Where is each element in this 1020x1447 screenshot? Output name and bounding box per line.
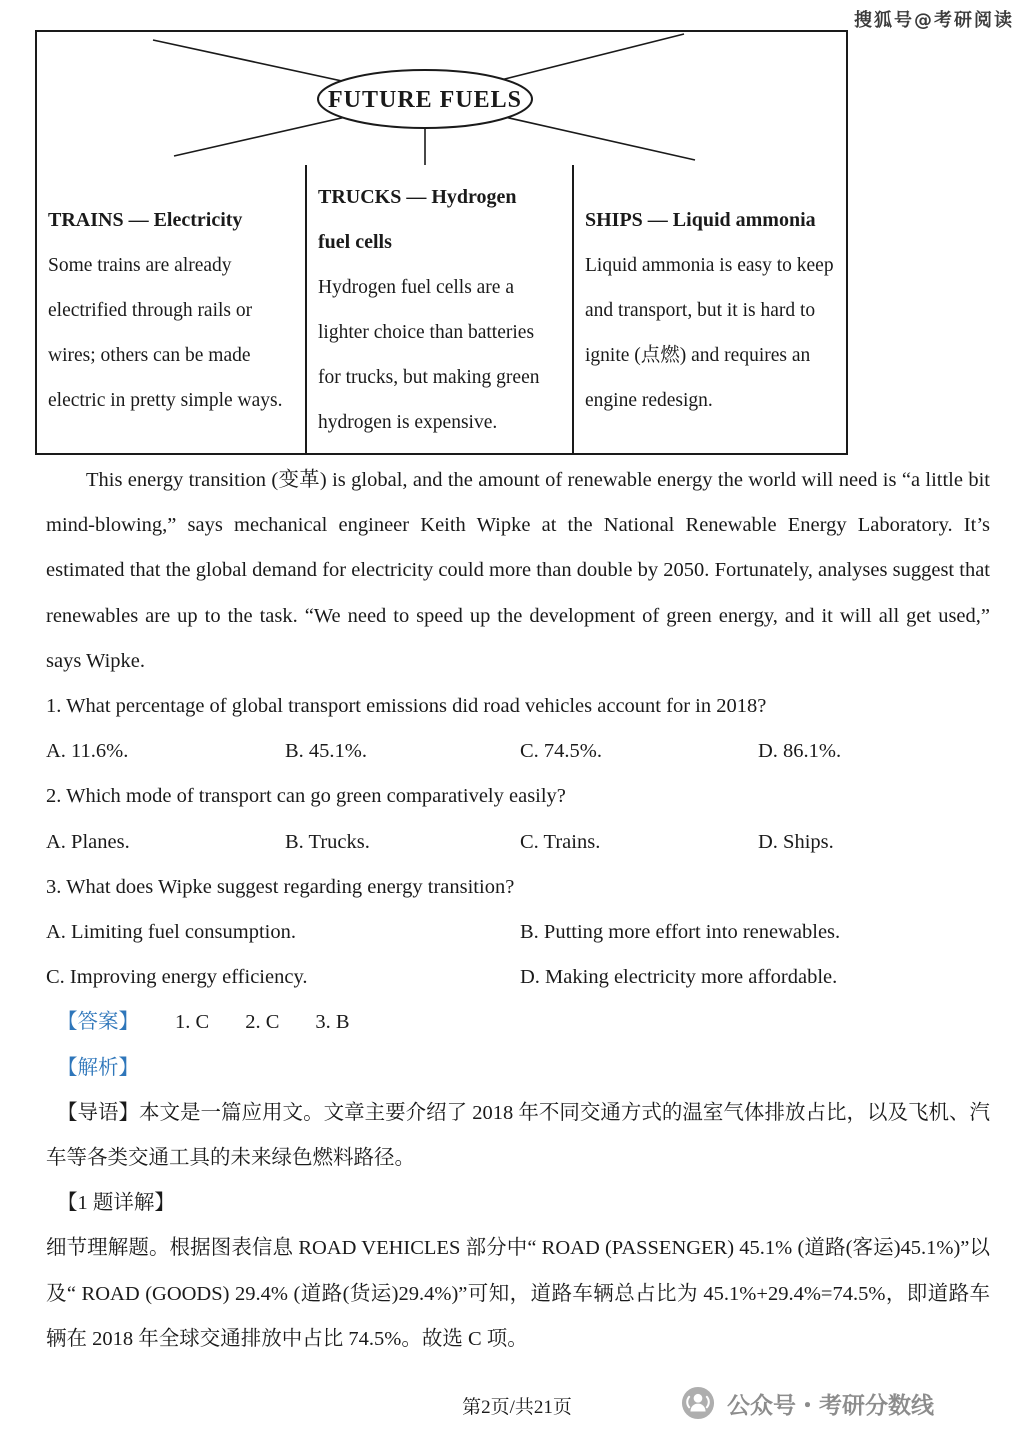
question-3-options (46, 910, 990, 1000)
analysis-intro: 【导语】本文是一篇应用文。文章主要介绍了 2018 年不同交通方式的温室气体排放占比，以及飞机、汽车等各类交通工具的未来绿色燃料路径。 (46, 1101, 990, 1170)
cell-trucks-heading: TRUCKS — Hydrogen fuel cells (318, 186, 517, 253)
answer-item-1: 1. C (175, 1011, 210, 1034)
content (46, 458, 990, 1362)
account-name: 公众号・考研分数线 (727, 1392, 934, 1419)
cell-trains-body: Some trains are already electrified through rails or wires; others can be made electric in pretty simple ways. (48, 255, 283, 411)
answer-line (46, 1000, 990, 1045)
account-badge (681, 1386, 934, 1420)
q3-option-c: C. Improving energy efficiency. (46, 966, 308, 989)
answer-item-2: 2. C (245, 1011, 280, 1034)
question-2-stem: 2. Which mode of transport can go green comparatively easily? (46, 785, 566, 808)
cell-trucks (305, 165, 574, 453)
fuel-columns (37, 165, 846, 453)
q3-option-b: B. Putting more effort into renewables. (520, 921, 841, 944)
q1-detail-text: 细节理解题。根据图表信息 ROAD VEHICLES 部分中“ ROAD (PASSENGER) 45.1% (道路(客运)45.1%)”以及“ ROAD (GOODS) 29.4% (道路(货运)29.4%)”可知，道路车辆总占比为 45.1%+29.4%=74.5%，即道路车辆在 2018 年全球交通排放中占比 74.5%。故选 C 项。 (46, 1237, 990, 1350)
cell-ships-body: Liquid ammonia is easy to keep and transport, but it is hard to ignite (点燃) and requires an engine redesign. (585, 255, 834, 411)
q2-option-a: A. Planes. (46, 830, 130, 853)
q1-option-c: C. 74.5%. (520, 740, 602, 763)
cell-trains (37, 165, 305, 453)
question-3-stem: 3. What does Wipke suggest regarding energy transition? (46, 875, 515, 898)
footer (0, 1384, 1020, 1428)
q1-option-a: A. 11.6%. (46, 740, 129, 763)
wechat-official-account-icon (681, 1386, 715, 1420)
cell-ships-heading: SHIPS — Liquid ammonia (585, 209, 816, 231)
question-1-stem: 1. What percentage of global transport emissions did road vehicles account for in 2018? (46, 695, 767, 718)
future-fuels-spider-diagram (37, 32, 846, 165)
diagram-title: FUTURE FUELS (327, 87, 523, 113)
page-indicator: 第2页/共21页 (462, 1397, 572, 1418)
q2-option-d: D. Ships. (758, 830, 834, 853)
question-2-options (46, 820, 990, 865)
cell-trucks-body: Hydrogen fuel cells are a lighter choice than batteries for trucks, but making green hydrogen is expensive. (318, 277, 540, 433)
question-1-options (46, 729, 990, 774)
analysis-label: 【解析】 (57, 1056, 139, 1079)
q2-option-c: C. Trains. (520, 830, 601, 853)
answer-label: 【答案】 (57, 1011, 139, 1034)
future-fuels-table (35, 30, 848, 455)
q1-detail-label: 【1 题详解】 (57, 1192, 175, 1215)
cell-trains-heading: TRAINS — Electricity (48, 209, 243, 231)
passage-paragraph: This energy transition (变革) is global, and the amount of renewable energy the world will need is “a little bit mind-blowing,” says mechanical engineer Keith Wipke at the National Renewable Energy Laboratory. It’s estimated that the global demand for electricity could more than double by 2050. Fortunately, analyses suggest that renewables are up to the task. “We need to speed up the development of green energy, and it will all get used,” says Wipke. (46, 469, 990, 672)
q1-option-b: B. 45.1%. (285, 740, 367, 763)
q2-option-b: B. Trucks. (285, 830, 370, 853)
cell-ships (574, 165, 846, 453)
watermark: 搜狐号@考研阅读 (854, 10, 1014, 31)
q3-option-a: A. Limiting fuel consumption. (46, 921, 296, 944)
q3-option-d: D. Making electricity more affordable. (520, 966, 838, 989)
q1-option-d: D. 86.1%. (758, 740, 842, 763)
answer-item-3: 3. B (315, 1011, 350, 1034)
